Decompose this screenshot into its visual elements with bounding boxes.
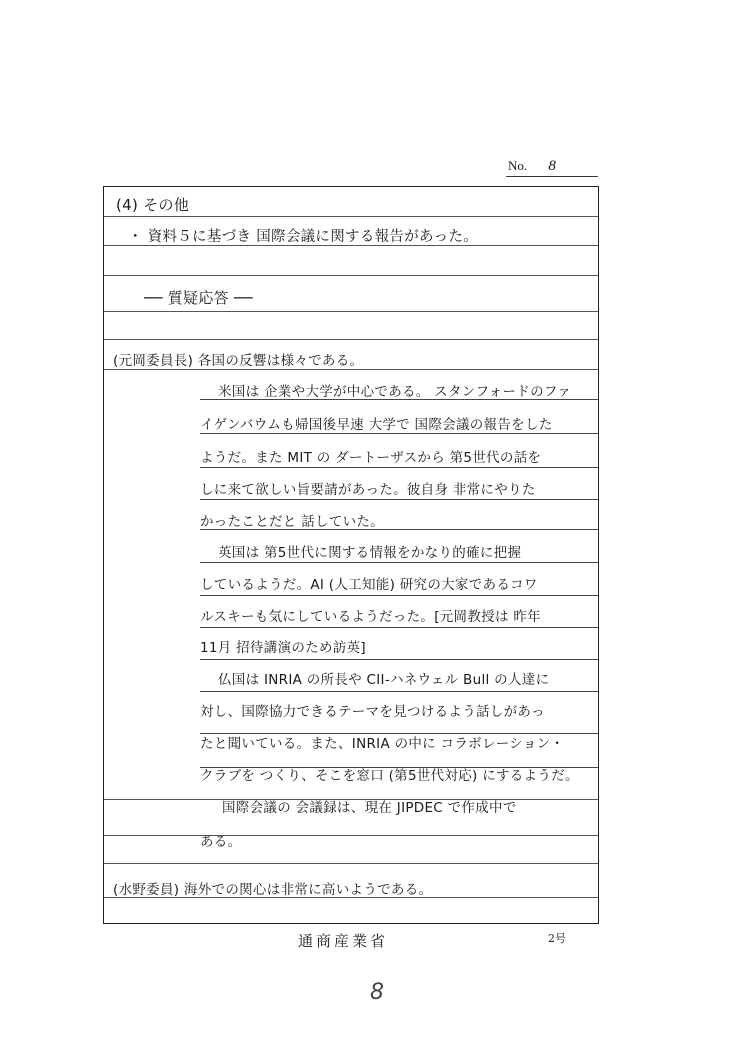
paragraph-line: 国際会議の 会議録は、現在 JIPDEC で作成中で <box>222 800 517 816</box>
paragraph-line: 仏国は INRIA の所長や CII-ハネウェル Bull の人達に <box>218 672 550 688</box>
form-number: 2号 <box>548 932 566 945</box>
paragraph-line: ようだ。また MIT の ダートーザスから 第5世代の話を <box>200 450 542 466</box>
ruled-line <box>200 595 598 596</box>
ruled-line <box>104 275 598 276</box>
ruled-line <box>200 467 598 468</box>
paragraph-line: 英国は 第5世代に関する情報をかなり的確に把握 <box>218 545 522 561</box>
page-number-footer: 8 <box>370 980 384 1005</box>
ruled-line <box>200 562 598 563</box>
ruled-line <box>104 216 598 217</box>
page-number-header <box>508 158 556 175</box>
ruled-line <box>200 499 598 500</box>
ruled-line <box>104 339 598 340</box>
ruled-line <box>104 369 598 370</box>
ruled-line <box>104 863 598 864</box>
paragraph-line: たと聞いている。また、INRIA の中に コラボレーション・ <box>200 736 565 752</box>
ruled-line <box>200 627 598 628</box>
paragraph-line: 11月 招待講演のため訪英] <box>200 640 366 656</box>
paragraph-line: ルスキーも気にしているようだった。[元岡教授は 昨年 <box>200 609 541 625</box>
paragraph-line: ある。 <box>200 834 242 850</box>
paragraph-line: 対し、国際協力できるテーマを見つけるよう話しがあっ <box>200 704 545 720</box>
ruled-line <box>104 311 598 312</box>
paragraph-line: 米国は 企業や大学が中心である。 スタンフォードのファ <box>218 384 572 400</box>
ruled-line <box>200 691 598 692</box>
paragraph-line: かったことだと 話していた。 <box>200 514 384 530</box>
section-heading: (4) その他 <box>116 196 190 214</box>
paragraph-line: (水野委員) 海外での関心は非常に高いようである。 <box>113 882 433 898</box>
ruled-line <box>104 835 598 836</box>
bullet-item: ・ 資料５に基づき 国際会議に関する報告があった。 <box>128 229 479 245</box>
qa-heading: ── 質疑応答 ── <box>144 289 253 307</box>
ruled-line <box>200 659 598 660</box>
page-number-underline <box>506 176 598 177</box>
ministry-name: 通商産業省 <box>298 932 389 950</box>
page-number-label: No. <box>508 158 528 173</box>
paragraph-line: クラブを つくり、そこを窓口 (第5世代対応) にするようだ。 <box>200 768 579 784</box>
paragraph-line: (元岡委員長) 各国の反響は様々である。 <box>113 353 364 369</box>
paragraph-line: イゲンバウムも帰国後早速 大学で 国際会議の報告をした <box>200 417 553 433</box>
paragraph-line: しに来て欲しい旨要請があった。彼自身 非常にやりた <box>200 482 536 498</box>
paragraph-line: しているようだ。AI (人工知能) 研究の大家であるコワ <box>200 577 538 593</box>
ruled-line <box>200 433 598 434</box>
page-number-value: 8 <box>548 158 556 174</box>
